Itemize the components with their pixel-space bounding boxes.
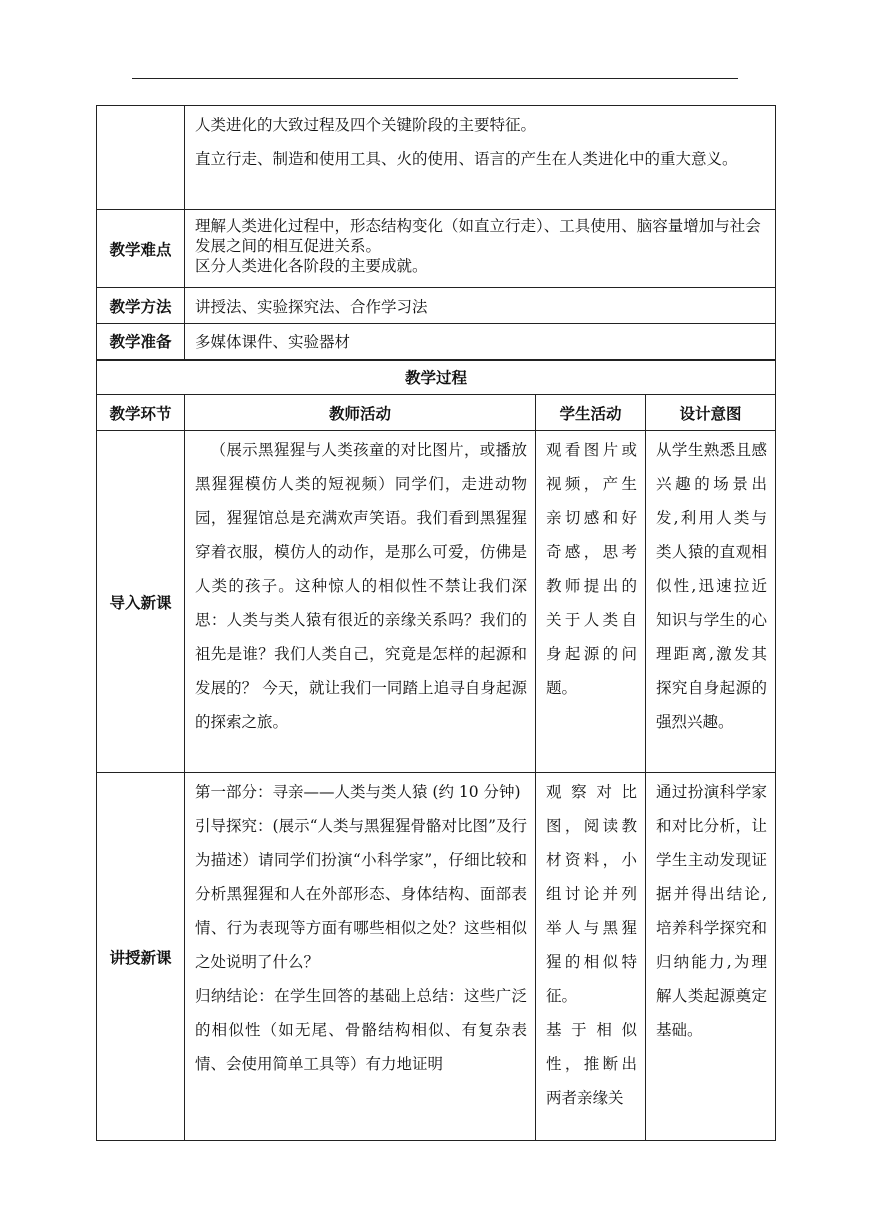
lecture-student-part1: 观察对比图，阅读教材资料，小组讨论并列举人与黑猩猩的相似特征。 [546, 783, 637, 1005]
intro-teacher: （展示黑猩猩与人类孩童的对比图片，或播放黑猩猩模仿人类的短视频）同学们，走进动物园，猩猩馆总是充满欢声笑语。我们看到黑猩猩穿着衣服，模仿人的动作，是那么可爱，仿佛是人类的孩子。这种惊人的相似性不禁让我们深思：人类与类人猿有很近的亲缘关系吗？我们的祖先是谁？我们人类自己，究竟是怎样的起源和发展的？ 今天，就让我们一同踏上追寻自身起源的探索之旅。 [185, 431, 536, 773]
key-points-line-2: 直立行走、制造和使用工具、火的使用、语言的产生在人类进化中的重大意义。 [195, 150, 738, 168]
header-intent: 设计意图 [646, 395, 776, 431]
prep-label: 教学准备 [97, 324, 185, 360]
header-teacher: 教师活动 [185, 395, 536, 431]
lecture-teacher [185, 773, 536, 1141]
difficulty-text-2: 区分人类进化各阶段的主要成就。 [195, 257, 428, 275]
process-title-row [97, 360, 776, 395]
lecture-teacher-part2: 引导探究：(展示“人类与黑猩猩骨骼对比图”及行为描述）请同学们扮演“小科学家”，仔细比较和分析黑猩猩和人在外部形态、身体结构、面部表情、行为表现等方面有哪些相似之处？这些相似之处说明了什么？ [195, 817, 527, 971]
prep-value: 多媒体课件、实验器材 [185, 324, 776, 360]
method-value: 讲授法、实验探究法、合作学习法 [185, 288, 776, 324]
header-rule [132, 78, 738, 79]
process-header-row [97, 395, 776, 431]
key-points-line-1: 人类进化的大致过程及四个关键阶段的主要特征。 [195, 116, 537, 134]
intro-stage: 导入新课 [97, 431, 185, 773]
lecture-student [536, 773, 646, 1141]
lesson-plan-table [96, 105, 775, 1141]
method-label: 教学方法 [97, 288, 185, 324]
difficulty-label: 教学难点 [97, 210, 185, 288]
lecture-intent: 通过扮演科学家和对比分析，让学生主动发现证据并得出结论,培养科学探究和归纳能力,为理解人类起源奠定基础。 [646, 773, 776, 1141]
intro-student: 观看图片或视频，产生亲切感和好奇感，思考教师提出的关于人类自身起源的问题。 [536, 431, 646, 773]
header-stage: 教学环节 [97, 395, 185, 431]
lecture-teacher-part3: 归纳结论：在学生回答的基础上总结：这些广泛的相似性（如无尾、骨骼结构相似、有复杂表情、会使用简单工具等）有力地证明 [195, 987, 527, 1073]
key-points-cell [185, 106, 776, 210]
lecture-student-part2: 基于相似性，推断出两者亲缘关 [546, 1021, 637, 1107]
process-title: 教学过程 [97, 360, 776, 395]
difficulty-cell [185, 210, 776, 288]
difficulty-text-1: 理解人类进化过程中，形态结构变化（如直立行走）、工具使用、脑容量增加与社会发展之间的相互促进关系。 [195, 217, 761, 255]
key-points-label-cell [97, 106, 185, 210]
intro-intent: 从学生熟悉且感兴趣的场景出发,利用人类与类人猿的直观相似性,迅速拉近知识与学生的心理距离,激发其探究自身起源的强烈兴趣。 [646, 431, 776, 773]
intro-row [97, 431, 776, 773]
lecture-row [97, 773, 776, 1141]
lecture-teacher-part1: 第一部分：寻亲——人类与类人猿 (约 10 分钟) [195, 783, 521, 801]
prep-row [97, 324, 776, 360]
key-points-row [97, 106, 776, 210]
header-student: 学生活动 [536, 395, 646, 431]
difficulty-row [97, 210, 776, 288]
lecture-stage: 讲授新课 [97, 773, 185, 1141]
method-row [97, 288, 776, 324]
